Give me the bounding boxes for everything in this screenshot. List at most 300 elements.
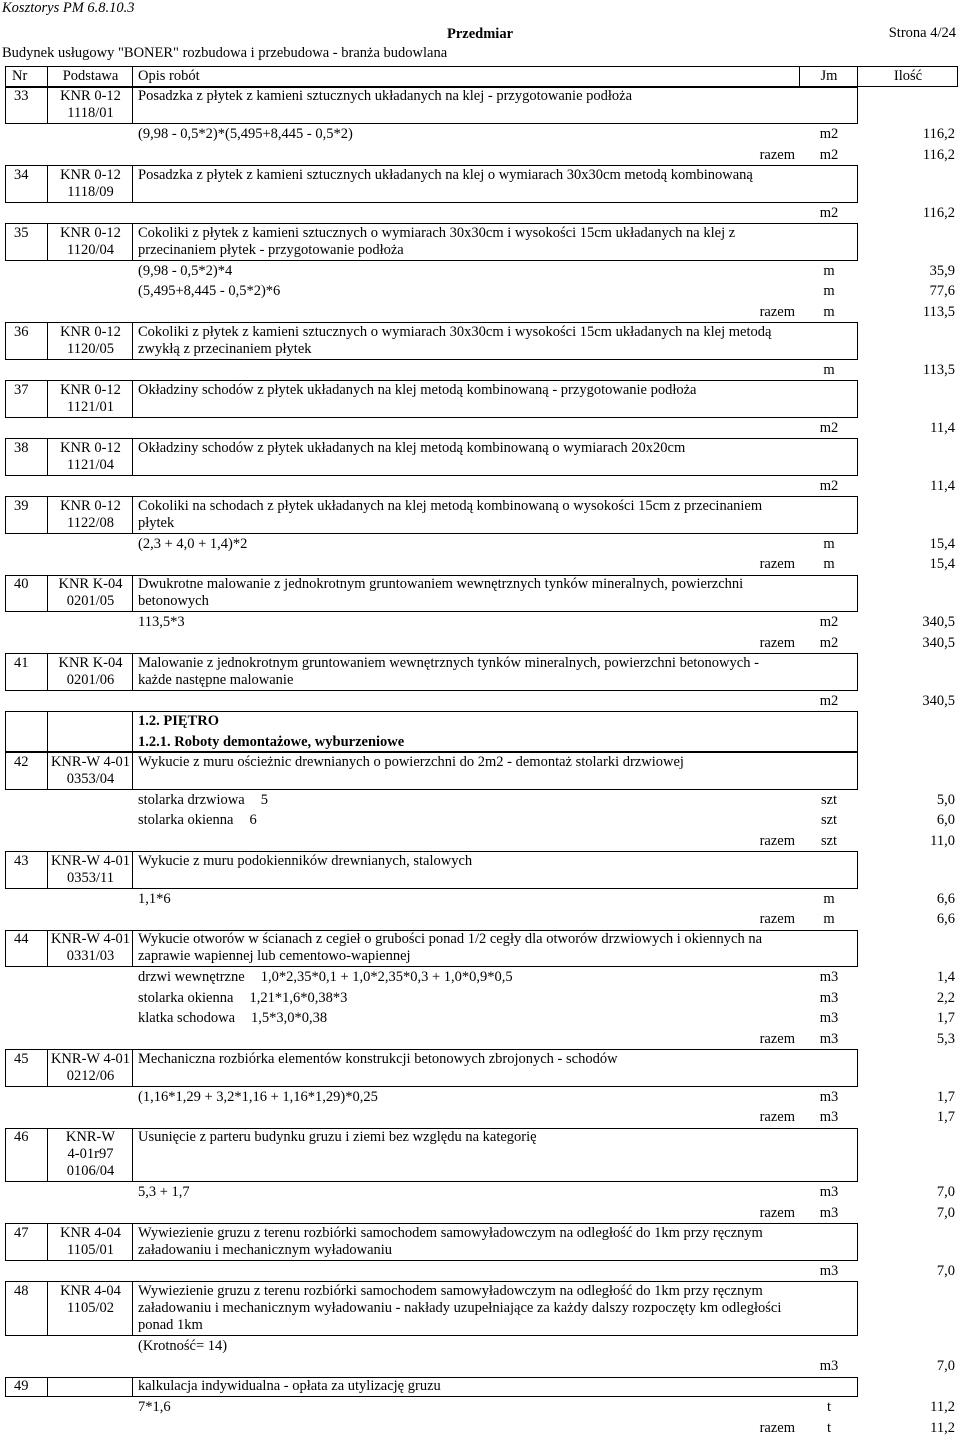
base-reference: 1122/08 [67,514,114,531]
quantity-cell [858,1336,958,1357]
position-header [5,380,858,418]
measure-description [5,1203,800,1224]
document-title: Przedmiar [446,25,514,42]
measure-expression: (1,16*1,29 + 3,2*1,16 + 1,16*1,29)*0,25 [138,1088,378,1105]
unit-cell [800,1356,858,1377]
position-header [5,165,858,203]
table-body [5,87,958,1439]
unit-cell [800,124,858,145]
quantity-value: 5,0 [936,791,955,808]
description-line: Wywiezienie gruzu z terenu rozbiórki samochodem samowyładowczym na odległość do 1km przy ręcznym [138,1224,763,1241]
base-reference: 4-01r97 [67,1146,114,1163]
position-number-cell [5,575,48,613]
base-reference: KNR 0-12 [60,88,121,105]
measure-row [5,988,958,1009]
position-number-cell [5,752,48,790]
unit-value: m2 [819,419,839,436]
description-line: załadowaniu i mechanicznym wyładowaniu - nakłady uzupełniające za każdy dalszy rozpoczęty km odległości [138,1299,782,1316]
measure-row [5,1182,958,1203]
base-cell [48,1128,133,1183]
description-line: płytek [138,514,175,531]
position-number: 39 [14,497,29,514]
measure-text [138,889,171,910]
quantity-cell [858,691,958,712]
unit-value: m [823,556,835,572]
measure-row [5,612,958,633]
base-reference: 0106/04 [66,1163,115,1180]
quantity-value: 2,2 [936,989,955,1006]
unit-cell [800,1107,858,1128]
quantity-value: 6,6 [936,890,955,907]
description-cell [133,322,858,360]
measure-row [5,534,958,555]
position-number: 36 [14,323,29,340]
measure-row [5,790,958,811]
position-header [5,575,858,613]
quantity-cell [858,1418,958,1439]
measure-description [5,967,800,988]
description-line: kalkulacja indywidualna - opłata za utylizację gruzu [138,1378,441,1395]
unit-value: m3 [819,1262,839,1279]
base-reference: KNR 0-12 [60,381,121,398]
unit-value: m [823,890,835,907]
base-cell [48,653,133,691]
unit-value: szt [820,791,838,808]
unit-cell [800,988,858,1009]
quantity-cell [858,1203,958,1224]
unit-cell [800,1203,858,1224]
measure-description [5,612,800,633]
total-label: razem [759,303,795,320]
unit-value: m [823,303,835,320]
base-reference: KNR-W 4-01 [50,1050,131,1067]
position-number: 45 [14,1050,29,1067]
column-header-nr: Nr [5,66,48,87]
quantity-value: 1,7 [936,1010,955,1026]
measure-description [5,281,800,302]
unit-cell [800,633,858,654]
position-header [5,322,858,360]
measure-description [5,1336,800,1357]
measure-text [138,790,268,811]
measure-description [5,124,800,145]
measure-label: stolarka okienna [138,812,234,828]
section-base-cell [48,711,133,752]
column-header-opis: Opis robót [133,66,800,87]
unit-cell [800,1008,858,1029]
quantity-value: 35,9 [929,262,955,279]
measure-label: klatka schodowa [138,1010,236,1026]
quantity-value: 15,4 [929,556,955,572]
description-line: Malowanie z jednokrotnym gruntowaniem wewnętrznych tynków mineralnych, powierzchni betonowych - [138,654,759,671]
description-line: każde następne malowanie [138,671,294,688]
quantity-cell [858,810,958,831]
position-header [5,752,858,790]
description-cell [133,930,858,968]
measure-description [5,1008,800,1029]
unit-value: m [823,283,835,299]
unit-cell [800,1418,858,1439]
quantity-value: 340,5 [922,614,955,630]
description-line: Cokoliki na schodach z płytek układanych na klej metodą kombinowaną o wysokości 15cm z przecinaniem [138,497,763,514]
measure-description [5,1397,800,1418]
unit-cell [800,418,858,439]
description-line: Wykucie z muru ościeżnic drewnianych o powierzchni do 2m2 - demontaż stolarki drzwiowej [138,753,684,770]
description-line: Mechaniczna rozbiórka elementów konstrukcji betonowych zbrojonych - schodów [138,1050,618,1067]
position-number-cell [5,496,48,534]
total-label: razem [759,556,795,572]
base-reference: 0201/05 [66,593,115,610]
unit-value: m2 [819,204,839,221]
measure-row [5,124,958,145]
section-title: 1.2.1. Roboty demontażowe, wyburzeniowe [138,733,405,750]
quantity-cell [858,909,958,930]
quantity-value: 11,2 [930,1399,955,1415]
measure-row [5,203,958,224]
total-label: razem [759,1419,795,1436]
description-cell [133,1281,858,1336]
position-number-cell [5,1223,48,1261]
unit-cell [800,1029,858,1050]
total-label: razem [759,911,795,927]
total-row [5,302,958,323]
quantity-cell [858,889,958,910]
unit-value: m2 [819,146,839,163]
section-header [5,711,858,752]
quantity-value: 7,0 [936,1204,955,1221]
position-number: 41 [14,654,29,671]
measure-text [138,1087,378,1108]
total-row [5,145,958,166]
column-header-jm: Jm [800,66,858,87]
quantity-cell [858,831,958,852]
unit-value: m3 [819,1109,839,1125]
quantity-value: 1,4 [936,969,955,985]
base-reference: 1118/09 [67,183,114,200]
position-number: 43 [14,852,29,869]
position-header [5,1049,858,1087]
position-number-cell [5,438,48,476]
position-number-cell [5,322,48,360]
measure-expression: 1,21*1,6*0,38*3 [249,989,348,1006]
unit-value: t [826,1419,832,1436]
base-cell [48,1223,133,1261]
base-reference: 1105/01 [67,1241,114,1258]
unit-cell [800,889,858,910]
quantity-cell [858,1356,958,1377]
measure-description [5,1356,800,1377]
unit-cell [800,1087,858,1108]
measure-description [5,1418,800,1439]
measure-expression: 5,3 + 1,7 [138,1184,190,1200]
quantity-value: 15,4 [929,535,955,552]
base-reference: 1120/04 [67,241,114,258]
table-header [5,66,958,87]
measure-expression: (2,3 + 4,0 + 1,4)*2 [138,535,248,552]
base-cell [48,438,133,476]
position-number-cell [5,165,48,203]
unit-value: m [823,535,835,552]
unit-cell [800,554,858,575]
base-reference: 0353/04 [66,770,115,787]
description-line: Okładziny schodów z płytek układanych na klej metodą kombinowaną o wymiarach 20x20cm [138,439,686,456]
measure-description [5,554,800,575]
quantity-value: 116,2 [922,126,955,142]
unit-cell [800,612,858,633]
measure-row [5,1336,958,1357]
unit-value: m3 [819,1358,839,1374]
measure-row [5,1397,958,1418]
position-header [5,1128,858,1183]
position-number-cell [5,1128,48,1183]
measure-expression: 113,5*3 [138,614,185,630]
base-cell [48,930,133,968]
quantity-cell [858,1087,958,1108]
total-label: razem [759,146,795,163]
position-number: 42 [14,753,29,770]
base-reference: KNR 4-04 [60,1282,121,1299]
base-cell [48,322,133,360]
position-number: 34 [14,166,29,183]
measure-row [5,476,958,497]
measure-row [5,967,958,988]
unit-cell [800,476,858,497]
unit-cell [800,302,858,323]
estimate-table [5,66,958,1438]
description-line: Wykucie otworów w ścianach z cegieł o grubości ponad 1/2 cegły dla otworów drzwiowych i okiennych na [138,931,763,948]
measure-text [138,281,280,302]
measure-expression: 1,1*6 [138,890,171,907]
quantity-cell [858,1397,958,1418]
description-line: betonowych [138,593,209,610]
quantity-cell [858,124,958,145]
quantity-cell [858,554,958,575]
position-number-cell [5,223,48,261]
project-name: Budynek usługowy "BONER" rozbudowa i przebudowa - branża budowlana [2,44,448,61]
description-cell [133,1049,858,1087]
position-number-cell [5,1281,48,1336]
measure-row [5,691,958,712]
application-title: Kosztorys PM 6.8.10.3 [2,0,135,16]
measure-text [138,1008,327,1029]
base-cell [48,752,133,790]
measure-expression: 6 [249,812,257,828]
measure-description [5,790,800,811]
position-number-cell [5,930,48,968]
quantity-value: 116,2 [922,146,955,163]
unit-value: szt [820,832,838,849]
unit-value: m3 [819,1184,839,1200]
base-cell [48,380,133,418]
section-title-cell [133,711,858,752]
description-cell [133,496,858,534]
quantity-cell [858,476,958,497]
description-line: zaprawie wapiennej lub cementowo-wapiennej [138,948,411,965]
measure-row [5,360,958,381]
description-line: zwykłą z przecinaniem płytek [138,340,312,357]
total-row [5,1107,958,1128]
quantity-cell [858,360,958,381]
total-row [5,1418,958,1439]
base-reference: 0201/06 [66,671,115,688]
total-row [5,831,958,852]
measure-row [5,261,958,282]
measure-text [138,810,257,831]
measure-text [138,1336,227,1357]
description-cell [133,1223,858,1261]
description-line: Usunięcie z parteru budynku gruzu i ziemi bez względu na kategorię [138,1129,537,1146]
base-reference: 1118/01 [67,105,114,122]
position-number: 38 [14,439,29,456]
position-header [5,438,858,476]
base-cell [48,575,133,613]
quantity-value: 11,0 [930,832,955,849]
measure-label: stolarka drzwiowa [138,791,245,808]
unit-cell [800,831,858,852]
base-cell [48,1049,133,1087]
measure-text [138,124,353,145]
quantity-cell [858,988,958,1009]
measure-description [5,145,800,166]
quantity-value: 116,2 [922,204,955,221]
unit-value: m2 [819,692,839,709]
position-number-cell [5,653,48,691]
unit-value: m3 [819,1010,839,1026]
unit-value: m3 [819,1204,839,1221]
measure-label: stolarka okienna [138,989,234,1006]
measure-description [5,831,800,852]
position-number: 40 [14,576,29,593]
unit-cell [800,1261,858,1282]
position-number: 33 [14,88,29,105]
measure-row [5,1087,958,1108]
unit-value: m2 [819,614,839,630]
quantity-value: 1,7 [936,1088,955,1105]
base-cell [48,851,133,889]
description-cell [133,223,858,261]
total-label: razem [759,832,795,849]
measure-description [5,1182,800,1203]
quantity-cell [858,302,958,323]
measure-description [5,1261,800,1282]
measure-row [5,1356,958,1377]
description-line: Cokoliki z płytek z kamieni sztucznych o wymiarach 30x30cm i wysokości 15cm układanych na klej z [138,224,736,241]
quantity-value: 1,7 [936,1109,955,1125]
unit-cell [800,909,858,930]
base-cell [48,165,133,203]
measure-description [5,1107,800,1128]
measure-expression: 5 [260,791,268,808]
total-row [5,1203,958,1224]
measure-text [138,1182,190,1203]
quantity-cell [858,1107,958,1128]
description-cell [133,1128,858,1183]
base-cell [48,223,133,261]
quantity-cell [858,1182,958,1203]
total-row [5,1029,958,1050]
unit-cell [800,810,858,831]
quantity-value: 113,5 [922,361,955,378]
quantity-cell [858,1029,958,1050]
measure-expression: 1,5*3,0*0,38 [251,1010,328,1026]
quantity-cell [858,1008,958,1029]
section-title: 1.2. PIĘTRO [138,713,219,729]
position-header [5,1377,858,1398]
unit-cell [800,1182,858,1203]
quantity-value: 5,3 [936,1030,955,1047]
base-reference: KNR-W [65,1129,116,1146]
quantity-cell [858,967,958,988]
total-label: razem [759,634,795,651]
unit-cell [800,691,858,712]
description-cell [133,1377,858,1398]
description-line: załadowaniu i mechanicznym wyładowaniu [138,1241,393,1258]
quantity-value: 77,6 [929,283,955,299]
total-label: razem [759,1204,795,1221]
position-header [5,87,858,125]
base-reference: KNR 0-12 [60,224,121,241]
quantity-cell [858,145,958,166]
description-cell [133,438,858,476]
measure-row [5,1261,958,1282]
total-label: razem [759,1030,795,1047]
base-cell [48,1377,133,1398]
description-line: Cokoliki z płytek z kamieni sztucznych o wymiarach 30x30cm i wysokości 15cm układanych na klej metodą [138,323,772,340]
measure-description [5,302,800,323]
quantity-value: 340,5 [922,634,955,651]
base-reference: KNR 4-04 [60,1224,121,1241]
measure-description [5,203,800,224]
base-reference: KNR 0-12 [60,323,121,340]
measure-description [5,1087,800,1108]
quantity-value: 113,5 [922,303,955,320]
unit-cell [800,203,858,224]
description-cell [133,575,858,613]
position-number: 35 [14,224,29,241]
base-reference: 1120/05 [67,340,114,357]
base-reference: 0212/06 [66,1067,115,1084]
position-number: 48 [14,1282,29,1299]
quantity-value: 7,0 [936,1184,955,1200]
quantity-cell [858,534,958,555]
position-number-cell [5,380,48,418]
base-reference: KNR 0-12 [60,439,121,456]
unit-value: m2 [819,634,839,651]
quantity-cell [858,790,958,811]
base-reference: 1105/02 [67,1299,114,1316]
unit-value: m3 [819,1030,839,1047]
measure-description [5,909,800,930]
base-reference: KNR-W 4-01 [50,753,131,770]
position-header [5,496,858,534]
measure-expression: 7*1,6 [138,1399,171,1415]
description-line: Okładziny schodów z płytek układanych na klej metodą kombinowaną - przygotowanie podłoża [138,381,697,398]
section-nr-cell [5,711,48,752]
description-cell [133,165,858,203]
column-header-ilosc: Ilość [893,68,923,84]
quantity-cell [858,418,958,439]
position-header [5,653,858,691]
measure-row [5,1008,958,1029]
quantity-value: 11,4 [930,419,955,436]
unit-value: m3 [819,969,839,985]
position-number-cell [5,1377,48,1398]
description-cell [133,851,858,889]
base-reference: KNR 0-12 [60,166,121,183]
page-number: Strona 4/24 [888,24,956,41]
measure-row [5,281,958,302]
measure-description [5,534,800,555]
